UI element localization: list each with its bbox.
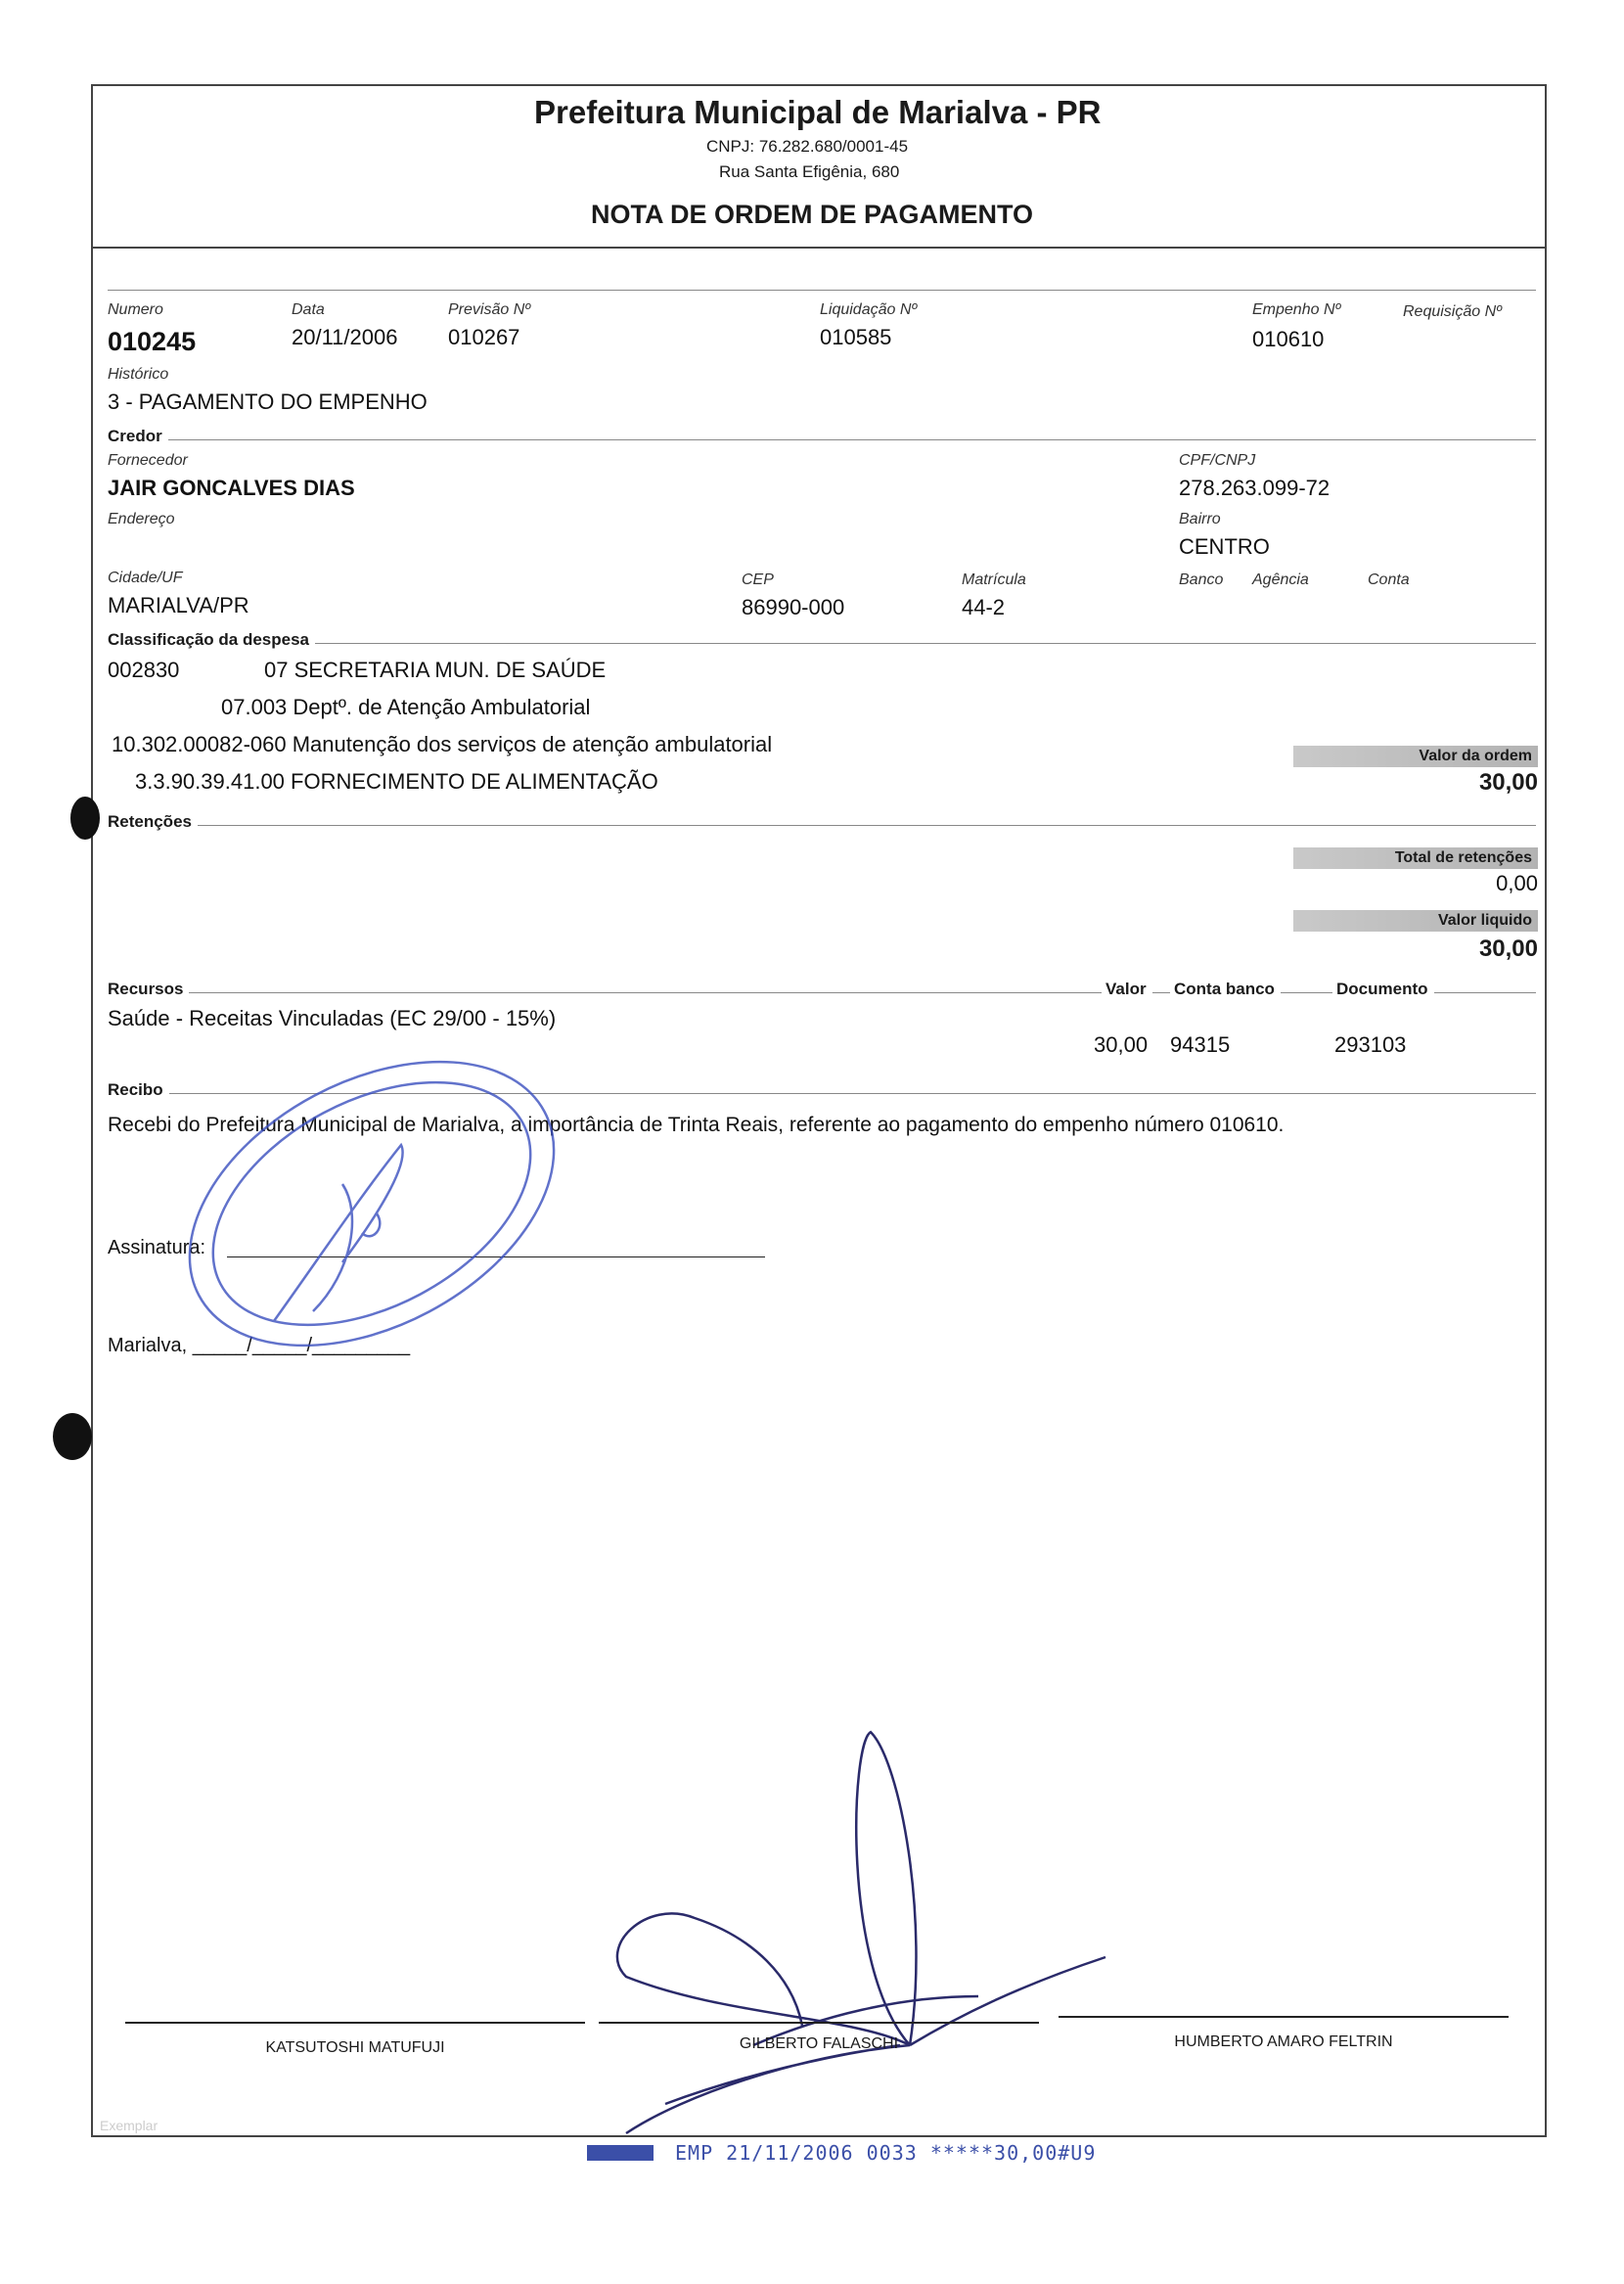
cnpj-text: CNPJ: 76.282.680/0001-45 bbox=[706, 137, 909, 156]
recibo-text: Recebi do Prefeitura Municipal de Marialva, a importância de Trinta Reais, referente ao pagamento do empenho número 010610. bbox=[108, 1114, 1285, 1136]
recursos-valor-header: Valor bbox=[1102, 980, 1152, 999]
signature-line-3 bbox=[1059, 2016, 1509, 2018]
fornecedor-value: JAIR GONCALVES DIAS bbox=[108, 476, 355, 500]
bairro-value: CENTRO bbox=[1179, 534, 1270, 559]
punch-hole-bottom bbox=[53, 1413, 92, 1460]
classificacao-line bbox=[108, 643, 1536, 644]
signature-name-3: HUMBERTO AMARO FELTRIN bbox=[1174, 2033, 1393, 2050]
retencoes-line bbox=[108, 825, 1536, 826]
director-signature bbox=[607, 1722, 1115, 2143]
matricula-value: 44-2 bbox=[962, 595, 1006, 619]
valor-ordem-value: 30,00 bbox=[1478, 769, 1538, 796]
total-retencoes-value: 0,00 bbox=[1496, 871, 1538, 895]
recursos-conta-header: Conta banco bbox=[1170, 980, 1281, 999]
valor-liquido-label: Valor liquido bbox=[1293, 910, 1538, 932]
conta-label: Conta bbox=[1368, 571, 1410, 588]
fornecedor-label: Fornecedor bbox=[108, 452, 188, 469]
previsao-label: Previsão Nº bbox=[448, 301, 531, 318]
bairro-label: Bairro bbox=[1179, 511, 1221, 527]
classificacao-line2: 07.003 Deptº. de Atenção Ambulatorial bbox=[221, 695, 591, 719]
credor-line bbox=[108, 439, 1536, 440]
endereco-label: Endereço bbox=[108, 511, 175, 527]
signature-line-2 bbox=[599, 2022, 1039, 2024]
credor-section-title: Credor bbox=[108, 427, 168, 446]
recursos-documento-header: Documento bbox=[1332, 980, 1434, 999]
address-text: Rua Santa Efigênia, 680 bbox=[719, 162, 900, 181]
ids-top-line bbox=[108, 290, 1536, 291]
document-title: NOTA DE ORDEM DE PAGAMENTO bbox=[591, 200, 1034, 229]
mechanical-stamp-text: EMP 21/11/2006 0033 *****30,00#U9 bbox=[675, 2141, 1097, 2165]
header-separator bbox=[91, 247, 1547, 249]
cpf-value: 278.263.099-72 bbox=[1179, 476, 1331, 500]
empenho-value: 010610 bbox=[1252, 327, 1325, 351]
cep-label: CEP bbox=[742, 571, 774, 588]
exemplar-tag: Exemplar bbox=[100, 2118, 158, 2133]
classificacao-section-title: Classificação da despesa bbox=[108, 630, 315, 650]
classificacao-line3: 10.302.00082-060 Manutenção dos serviços de atenção ambulatorial bbox=[112, 732, 773, 756]
data-label: Data bbox=[292, 301, 325, 318]
liquidacao-label: Liquidação Nº bbox=[820, 301, 918, 318]
municipality-title: Prefeitura Municipal de Marialva - PR bbox=[534, 94, 1102, 130]
cpf-label: CPF/CNPJ bbox=[1179, 452, 1256, 469]
valor-ordem-label: Valor da ordem bbox=[1293, 746, 1538, 767]
recursos-conta: 94315 bbox=[1170, 1032, 1231, 1057]
signature-line-1 bbox=[125, 2022, 585, 2024]
liquidacao-value: 010585 bbox=[820, 325, 892, 349]
empenho-label: Empenho Nº bbox=[1252, 301, 1341, 318]
local-data-label: Marialva, _____/_____/_________ bbox=[108, 1335, 411, 1356]
retencoes-section-title: Retenções bbox=[108, 812, 198, 832]
cidade-value: MARIALVA/PR bbox=[108, 593, 249, 617]
classificacao-line1: 07 SECRETARIA MUN. DE SAÚDE bbox=[264, 658, 607, 682]
assinatura-label: Assinatura: bbox=[108, 1237, 206, 1258]
cep-value: 86990-000 bbox=[742, 595, 845, 619]
historico-value: 3 - PAGAMENTO DO EMPENHO bbox=[108, 389, 428, 414]
seal-stamp bbox=[117, 1037, 626, 1380]
numero-label: Numero bbox=[108, 301, 163, 318]
agencia-label: Agência bbox=[1252, 571, 1309, 588]
recibo-section-title: Recibo bbox=[108, 1080, 169, 1100]
cidade-label: Cidade/UF bbox=[108, 570, 183, 586]
recursos-descricao: Saúde - Receitas Vinculadas (EC 29/00 - 15%) bbox=[108, 1006, 557, 1030]
stamp-logo-icon bbox=[587, 2145, 654, 2161]
recursos-section-title: Recursos bbox=[108, 980, 189, 999]
banco-label: Banco bbox=[1179, 571, 1224, 588]
signature-name-2: GILBERTO FALASCHI bbox=[739, 2035, 899, 2052]
previsao-value: 010267 bbox=[448, 325, 520, 349]
classificacao-code: 002830 bbox=[108, 658, 180, 682]
recursos-line bbox=[108, 992, 1536, 993]
valor-liquido-value: 30,00 bbox=[1478, 936, 1538, 962]
recursos-documento: 293103 bbox=[1334, 1032, 1407, 1057]
numero-value: 010245 bbox=[108, 327, 197, 356]
total-retencoes-label: Total de retenções bbox=[1293, 847, 1538, 869]
data-value: 20/11/2006 bbox=[292, 325, 398, 349]
requisicao-label: Requisição Nº bbox=[1403, 303, 1502, 320]
recursos-valor: 30,00 bbox=[1094, 1032, 1149, 1057]
punch-hole-top bbox=[70, 797, 100, 840]
signature-name-1: KATSUTOSHI MATUFUJI bbox=[265, 2039, 445, 2056]
matricula-label: Matrícula bbox=[962, 571, 1026, 588]
historico-label: Histórico bbox=[108, 366, 169, 383]
classificacao-line4: 3.3.90.39.41.00 FORNECIMENTO DE ALIMENTAÇÃO bbox=[135, 769, 658, 794]
